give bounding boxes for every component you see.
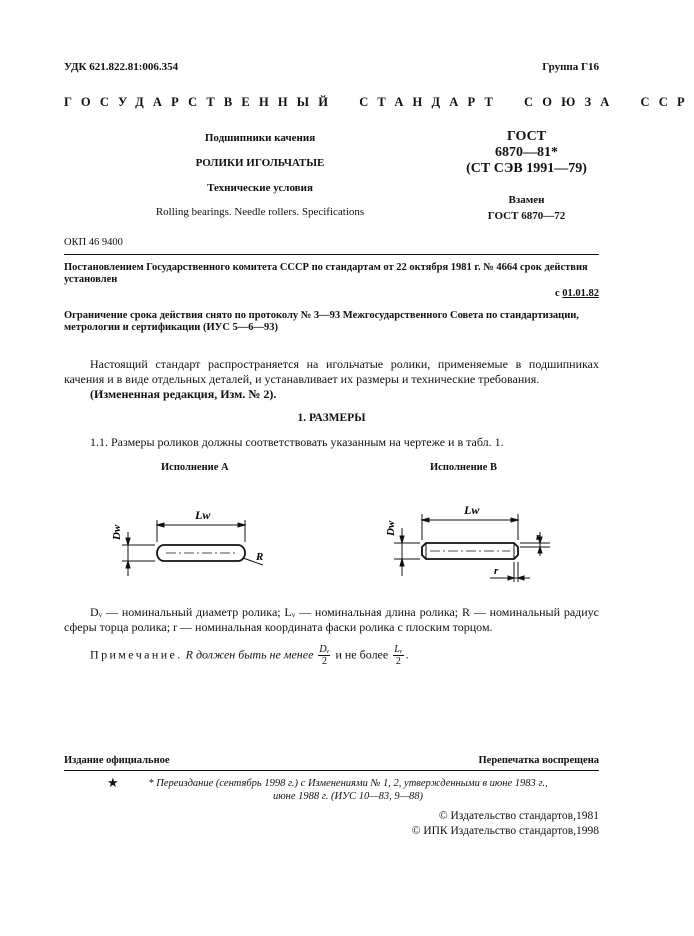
fraction-numerator: Lᵥ bbox=[394, 644, 403, 655]
note-end: . bbox=[405, 647, 409, 662]
fraction-numerator: Dᵥ bbox=[319, 644, 330, 655]
footer-divider bbox=[64, 770, 599, 771]
r-label-b-right: r bbox=[536, 531, 541, 543]
dw-label-a: Dw bbox=[111, 524, 123, 540]
decree-text: Постановлением Государственного комитета СССР по стандартам от 22 октября 1981 г. № 4664 срок действия установлен bbox=[64, 262, 588, 285]
r-label-a: R bbox=[256, 551, 264, 563]
dw-label-b: Dw bbox=[385, 520, 397, 536]
state-standard-banner bbox=[64, 95, 694, 110]
star-icon: ★ bbox=[107, 775, 119, 790]
title-line-2: РОЛИКИ ИГОЛЬЧАТЫЕ bbox=[195, 157, 325, 169]
effective-prefix: с bbox=[554, 288, 563, 299]
roller-drawing-b bbox=[370, 490, 570, 586]
note-text-b: и не более bbox=[335, 647, 389, 662]
title-line-3: Технические условия bbox=[207, 182, 313, 194]
copyright-1998: © ИПК Издательство стандартов,1998 bbox=[411, 825, 599, 837]
replace-value: ГОСТ 6870—72 bbox=[487, 210, 566, 222]
fraction-denominator: 2 bbox=[395, 656, 401, 667]
gost-number: 6870—81* bbox=[495, 145, 558, 160]
title-line-1: Подшипники качения bbox=[204, 132, 316, 144]
note-text-a: R должен быть не менее bbox=[185, 647, 314, 662]
banner-word: СТАНДАРТ bbox=[359, 95, 503, 109]
title-english: Rolling bearings. Needle rollers. Specifications bbox=[155, 206, 365, 218]
variant-b-caption: Исполнение В bbox=[430, 462, 497, 473]
intro-paragraph: Настоящий стандарт распространяется на игольчатые ролики, применяемые в подшипниках качения и в виде отдельных деталей, и устанавливает их размеры и технические требования. bbox=[64, 357, 599, 386]
lw-label-a: Lw bbox=[195, 508, 211, 522]
lw-label-b: Lw bbox=[464, 503, 480, 517]
sev-number: (СТ СЭВ 1991—79) bbox=[466, 161, 587, 176]
udk-code: УДК 621.822.81:006.354 bbox=[64, 61, 179, 73]
effective-date bbox=[555, 288, 599, 299]
reprint-prohibited: Перепечатка воспрещена bbox=[478, 755, 599, 766]
gost-label: ГОСТ bbox=[506, 129, 547, 144]
roller-drawing-a bbox=[100, 492, 280, 578]
replace-label: Взамен bbox=[508, 194, 545, 206]
official-edition: Издание официальное bbox=[64, 755, 170, 766]
fraction-denominator: 2 bbox=[321, 656, 327, 667]
effective-date-value: 01.01.82 bbox=[562, 288, 599, 299]
amended-note: (Измененная редакция, Изм. № 2). bbox=[90, 387, 277, 401]
group-code: Группа Г16 bbox=[542, 61, 599, 73]
reissue-note: * Переиздание (сентябрь 1998 г.) с Изменениями № 1, 2, утвержденными в июне 1983 г., июне 1988 г. (ИУС 10—83, 9—88) bbox=[148, 778, 548, 802]
divider bbox=[64, 254, 599, 255]
note-label: Примечание. bbox=[90, 647, 183, 662]
note-line bbox=[90, 644, 409, 667]
banner-word: ГОСУДАРСТВЕННЫЙ bbox=[64, 95, 338, 109]
copyright-1981: © Издательство стандартов,1981 bbox=[438, 810, 599, 822]
fraction-dw-2 bbox=[318, 644, 330, 667]
banner-word: СОЮЗА bbox=[524, 95, 619, 109]
r-label-b-bottom: r bbox=[494, 565, 499, 577]
variant-a-caption: Исполнение А bbox=[161, 462, 229, 473]
banner-word: ССР bbox=[640, 95, 694, 109]
fraction-lw-2 bbox=[393, 644, 403, 667]
okp-code: ОКП 46 9400 bbox=[64, 237, 123, 248]
limitation-text: Ограничение срока действия снято по протоколу № 3—93 Межгосударственного Совета по стандартизации, метрологии и сертификации (ИУС 5—6—93) bbox=[64, 310, 579, 333]
section-title: 1. РАЗМЕРЫ bbox=[297, 412, 366, 424]
clause-1-1: 1.1. Размеры роликов должны соответствовать указанным на чертеже и в табл. 1. bbox=[90, 435, 504, 449]
symbol-legend: Dᵥ — номинальный диаметр ролика; Lᵥ — номинальная длина ролика; R — номинальный радиус сферы торца ролика; r — номинальная координата фаски ролика с плоским торцом. bbox=[64, 605, 599, 634]
